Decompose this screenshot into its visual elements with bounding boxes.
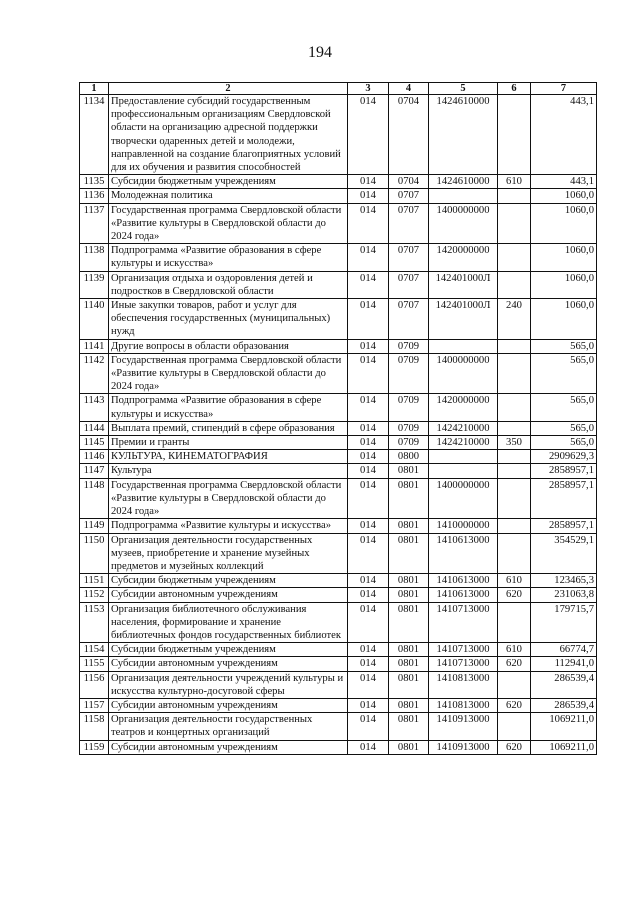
amount-cell: 1060,0 <box>531 203 597 244</box>
item-name-cell: Государственная программа Свердловской области «Развитие культуры в Свердловской области до 2024 года» <box>109 203 348 244</box>
expense-type-cell: 610 <box>498 175 531 189</box>
target-article-cell: 1420000000 <box>429 244 498 271</box>
target-article-cell: 142401000Л <box>429 299 498 340</box>
item-name-cell: Организация деятельности государственных театров и концертных организаций <box>109 713 348 740</box>
section-code-cell: 0707 <box>389 299 429 340</box>
amount-cell: 231063,8 <box>531 588 597 602</box>
expense-type-cell <box>498 450 531 464</box>
column-header: 5 <box>429 83 498 95</box>
item-name-cell: Субсидии автономным учреждениям <box>109 698 348 712</box>
amount-cell: 123465,3 <box>531 574 597 588</box>
row-number-cell: 1139 <box>80 271 109 298</box>
row-number-cell: 1146 <box>80 450 109 464</box>
section-code-cell: 0801 <box>389 602 429 643</box>
section-code-cell: 0801 <box>389 519 429 533</box>
expense-type-cell <box>498 533 531 574</box>
item-name-cell: Субсидии автономным учреждениям <box>109 657 348 671</box>
budget-table <box>79 82 597 755</box>
table-row <box>80 299 597 340</box>
expense-type-cell: 240 <box>498 299 531 340</box>
item-name-cell: Подпрограмма «Развитие образования в сфере культуры и искусства» <box>109 244 348 271</box>
row-number-cell: 1154 <box>80 643 109 657</box>
expense-type-cell <box>498 478 531 519</box>
row-number-cell: 1157 <box>80 698 109 712</box>
section-code-cell: 0709 <box>389 394 429 421</box>
row-number-cell: 1141 <box>80 339 109 353</box>
expense-type-cell <box>498 602 531 643</box>
amount-cell: 1069211,0 <box>531 713 597 740</box>
section-code-cell: 0707 <box>389 271 429 298</box>
row-number-cell: 1150 <box>80 533 109 574</box>
department-code-cell: 014 <box>348 657 389 671</box>
expense-type-cell <box>498 421 531 435</box>
column-header: 2 <box>109 83 348 95</box>
section-code-cell: 0801 <box>389 574 429 588</box>
target-article-cell: 1410713000 <box>429 643 498 657</box>
column-header: 6 <box>498 83 531 95</box>
item-name-cell: Подпрограмма «Развитие образования в сфере культуры и искусства» <box>109 394 348 421</box>
item-name-cell: Субсидии бюджетным учреждениям <box>109 643 348 657</box>
section-code-cell: 0801 <box>389 740 429 754</box>
table-row <box>80 189 597 203</box>
amount-cell: 1069211,0 <box>531 740 597 754</box>
table-row <box>80 95 597 175</box>
table-row <box>80 339 597 353</box>
amount-cell: 179715,7 <box>531 602 597 643</box>
table-row <box>80 244 597 271</box>
target-article-cell <box>429 339 498 353</box>
expense-type-cell <box>498 339 531 353</box>
item-name-cell: Другие вопросы в области образования <box>109 339 348 353</box>
row-number-cell: 1147 <box>80 464 109 478</box>
department-code-cell: 014 <box>348 533 389 574</box>
column-header: 4 <box>389 83 429 95</box>
table-row <box>80 713 597 740</box>
department-code-cell: 014 <box>348 95 389 175</box>
row-number-cell: 1136 <box>80 189 109 203</box>
department-code-cell: 014 <box>348 588 389 602</box>
target-article-cell: 1410613000 <box>429 588 498 602</box>
amount-cell: 565,0 <box>531 421 597 435</box>
table-row <box>80 478 597 519</box>
row-number-cell: 1158 <box>80 713 109 740</box>
table-row <box>80 353 597 394</box>
target-article-cell: 1424610000 <box>429 175 498 189</box>
expense-type-cell: 620 <box>498 740 531 754</box>
target-article-cell: 1410913000 <box>429 740 498 754</box>
row-number-cell: 1143 <box>80 394 109 421</box>
target-article-cell <box>429 464 498 478</box>
section-code-cell: 0707 <box>389 189 429 203</box>
expense-type-cell <box>498 353 531 394</box>
section-code-cell: 0801 <box>389 643 429 657</box>
section-code-cell: 0709 <box>389 339 429 353</box>
department-code-cell: 014 <box>348 189 389 203</box>
target-article-cell: 1410913000 <box>429 713 498 740</box>
department-code-cell: 014 <box>348 353 389 394</box>
table-row <box>80 602 597 643</box>
table-row <box>80 175 597 189</box>
row-number-cell: 1159 <box>80 740 109 754</box>
department-code-cell: 014 <box>348 436 389 450</box>
amount-cell: 1060,0 <box>531 271 597 298</box>
amount-cell: 286539,4 <box>531 671 597 698</box>
section-code-cell: 0709 <box>389 421 429 435</box>
expense-type-cell <box>498 244 531 271</box>
table-row <box>80 671 597 698</box>
item-name-cell: Культура <box>109 464 348 478</box>
amount-cell: 1060,0 <box>531 244 597 271</box>
item-name-cell: Подпрограмма «Развитие культуры и искусства» <box>109 519 348 533</box>
expense-type-cell: 620 <box>498 657 531 671</box>
item-name-cell: Организация деятельности государственных музеев, приобретение и хранение музейных предметов и музейных коллекций <box>109 533 348 574</box>
amount-cell: 565,0 <box>531 436 597 450</box>
table-row <box>80 271 597 298</box>
target-article-cell <box>429 450 498 464</box>
table-row <box>80 394 597 421</box>
item-name-cell: КУЛЬТУРА, КИНЕМАТОГРАФИЯ <box>109 450 348 464</box>
amount-cell: 565,0 <box>531 394 597 421</box>
department-code-cell: 014 <box>348 175 389 189</box>
expense-type-cell: 610 <box>498 574 531 588</box>
department-code-cell: 014 <box>348 643 389 657</box>
table-row <box>80 588 597 602</box>
row-number-cell: 1140 <box>80 299 109 340</box>
row-number-cell: 1152 <box>80 588 109 602</box>
section-code-cell: 0801 <box>389 671 429 698</box>
table-row <box>80 698 597 712</box>
target-article-cell: 1410713000 <box>429 657 498 671</box>
target-article-cell: 1410813000 <box>429 698 498 712</box>
amount-cell: 66774,7 <box>531 643 597 657</box>
target-article-cell: 1400000000 <box>429 478 498 519</box>
target-article-cell: 1410613000 <box>429 574 498 588</box>
expense-type-cell <box>498 519 531 533</box>
amount-cell: 2858957,1 <box>531 519 597 533</box>
expense-type-cell: 620 <box>498 698 531 712</box>
section-code-cell: 0704 <box>389 175 429 189</box>
item-name-cell: Организация отдыха и оздоровления детей и подростков в Свердловской области <box>109 271 348 298</box>
department-code-cell: 014 <box>348 713 389 740</box>
table-row <box>80 740 597 754</box>
row-number-cell: 1153 <box>80 602 109 643</box>
table-row <box>80 203 597 244</box>
section-code-cell: 0801 <box>389 657 429 671</box>
department-code-cell: 014 <box>348 671 389 698</box>
department-code-cell: 014 <box>348 339 389 353</box>
target-article-cell: 1410000000 <box>429 519 498 533</box>
row-number-cell: 1155 <box>80 657 109 671</box>
section-code-cell: 0801 <box>389 533 429 574</box>
table-body <box>80 95 597 755</box>
row-number-cell: 1134 <box>80 95 109 175</box>
item-name-cell: Субсидии бюджетным учреждениям <box>109 175 348 189</box>
department-code-cell: 014 <box>348 450 389 464</box>
row-number-cell: 1151 <box>80 574 109 588</box>
expense-type-cell <box>498 394 531 421</box>
page-number: 194 <box>308 44 332 61</box>
table-row <box>80 643 597 657</box>
amount-cell: 565,0 <box>531 353 597 394</box>
department-code-cell: 014 <box>348 421 389 435</box>
section-code-cell: 0801 <box>389 698 429 712</box>
amount-cell: 2909629,3 <box>531 450 597 464</box>
department-code-cell: 014 <box>348 299 389 340</box>
table-row <box>80 657 597 671</box>
amount-cell: 2858957,1 <box>531 478 597 519</box>
row-number-cell: 1135 <box>80 175 109 189</box>
amount-cell: 443,1 <box>531 175 597 189</box>
target-article-cell: 1400000000 <box>429 203 498 244</box>
section-code-cell: 0707 <box>389 244 429 271</box>
department-code-cell: 014 <box>348 244 389 271</box>
amount-cell: 1060,0 <box>531 189 597 203</box>
target-article-cell: 1424210000 <box>429 436 498 450</box>
amount-cell: 286539,4 <box>531 698 597 712</box>
row-number-cell: 1138 <box>80 244 109 271</box>
expense-type-cell: 610 <box>498 643 531 657</box>
item-name-cell: Субсидии автономным учреждениям <box>109 588 348 602</box>
table-row <box>80 533 597 574</box>
department-code-cell: 014 <box>348 271 389 298</box>
expense-type-cell <box>498 713 531 740</box>
department-code-cell: 014 <box>348 203 389 244</box>
row-number-cell: 1149 <box>80 519 109 533</box>
table-row <box>80 574 597 588</box>
expense-type-cell <box>498 271 531 298</box>
table-row <box>80 436 597 450</box>
table-header-row <box>80 83 597 95</box>
section-code-cell: 0704 <box>389 95 429 175</box>
item-name-cell: Выплата премий, стипендий в сфере образования <box>109 421 348 435</box>
department-code-cell: 014 <box>348 698 389 712</box>
section-code-cell: 0801 <box>389 478 429 519</box>
column-header: 3 <box>348 83 389 95</box>
section-code-cell: 0709 <box>389 436 429 450</box>
department-code-cell: 014 <box>348 740 389 754</box>
target-article-cell: 1424210000 <box>429 421 498 435</box>
item-name-cell: Субсидии автономным учреждениям <box>109 740 348 754</box>
section-code-cell: 0801 <box>389 464 429 478</box>
target-article-cell <box>429 189 498 203</box>
item-name-cell: Предоставление субсидий государственным профессиональным организациям Свердловской области на организацию адресной поддержки творчески одаренных детей и молодежи, направленной на создание благоприятных условий для их обучения и развития способностей <box>109 95 348 175</box>
expense-type-cell <box>498 671 531 698</box>
section-code-cell: 0801 <box>389 588 429 602</box>
expense-type-cell <box>498 95 531 175</box>
expense-type-cell <box>498 203 531 244</box>
expense-type-cell: 620 <box>498 588 531 602</box>
row-number-cell: 1137 <box>80 203 109 244</box>
table-row <box>80 450 597 464</box>
department-code-cell: 014 <box>348 602 389 643</box>
item-name-cell: Премии и гранты <box>109 436 348 450</box>
table-row <box>80 464 597 478</box>
amount-cell: 2858957,1 <box>531 464 597 478</box>
section-code-cell: 0709 <box>389 353 429 394</box>
row-number-cell: 1148 <box>80 478 109 519</box>
department-code-cell: 014 <box>348 394 389 421</box>
department-code-cell: 014 <box>348 464 389 478</box>
section-code-cell: 0800 <box>389 450 429 464</box>
section-code-cell: 0707 <box>389 203 429 244</box>
expense-type-cell <box>498 464 531 478</box>
table-row <box>80 519 597 533</box>
expense-type-cell <box>498 189 531 203</box>
target-article-cell: 1420000000 <box>429 394 498 421</box>
column-header: 1 <box>80 83 109 95</box>
target-article-cell: 1400000000 <box>429 353 498 394</box>
item-name-cell: Государственная программа Свердловской области «Развитие культуры в Свердловской области до 2024 года» <box>109 353 348 394</box>
row-number-cell: 1142 <box>80 353 109 394</box>
item-name-cell: Субсидии бюджетным учреждениям <box>109 574 348 588</box>
target-article-cell: 1410813000 <box>429 671 498 698</box>
amount-cell: 1060,0 <box>531 299 597 340</box>
table-row <box>80 421 597 435</box>
target-article-cell: 1410713000 <box>429 602 498 643</box>
target-article-cell: 142401000Л <box>429 271 498 298</box>
item-name-cell: Иные закупки товаров, работ и услуг для обеспечения государственных (муниципальных) нужд <box>109 299 348 340</box>
section-code-cell: 0801 <box>389 713 429 740</box>
amount-cell: 112941,0 <box>531 657 597 671</box>
item-name-cell: Государственная программа Свердловской области «Развитие культуры в Свердловской области до 2024 года» <box>109 478 348 519</box>
amount-cell: 443,1 <box>531 95 597 175</box>
expense-type-cell: 350 <box>498 436 531 450</box>
department-code-cell: 014 <box>348 519 389 533</box>
row-number-cell: 1156 <box>80 671 109 698</box>
amount-cell: 354529,1 <box>531 533 597 574</box>
item-name-cell: Молодежная политика <box>109 189 348 203</box>
row-number-cell: 1144 <box>80 421 109 435</box>
row-number-cell: 1145 <box>80 436 109 450</box>
target-article-cell: 1424610000 <box>429 95 498 175</box>
item-name-cell: Организация деятельности учреждений культуры и искусства культурно-досуговой сферы <box>109 671 348 698</box>
item-name-cell: Организация библиотечного обслуживания населения, формирование и хранение библиотечных фондов государственных библиотек <box>109 602 348 643</box>
department-code-cell: 014 <box>348 574 389 588</box>
amount-cell: 565,0 <box>531 339 597 353</box>
column-header: 7 <box>531 83 597 95</box>
department-code-cell: 014 <box>348 478 389 519</box>
target-article-cell: 1410613000 <box>429 533 498 574</box>
